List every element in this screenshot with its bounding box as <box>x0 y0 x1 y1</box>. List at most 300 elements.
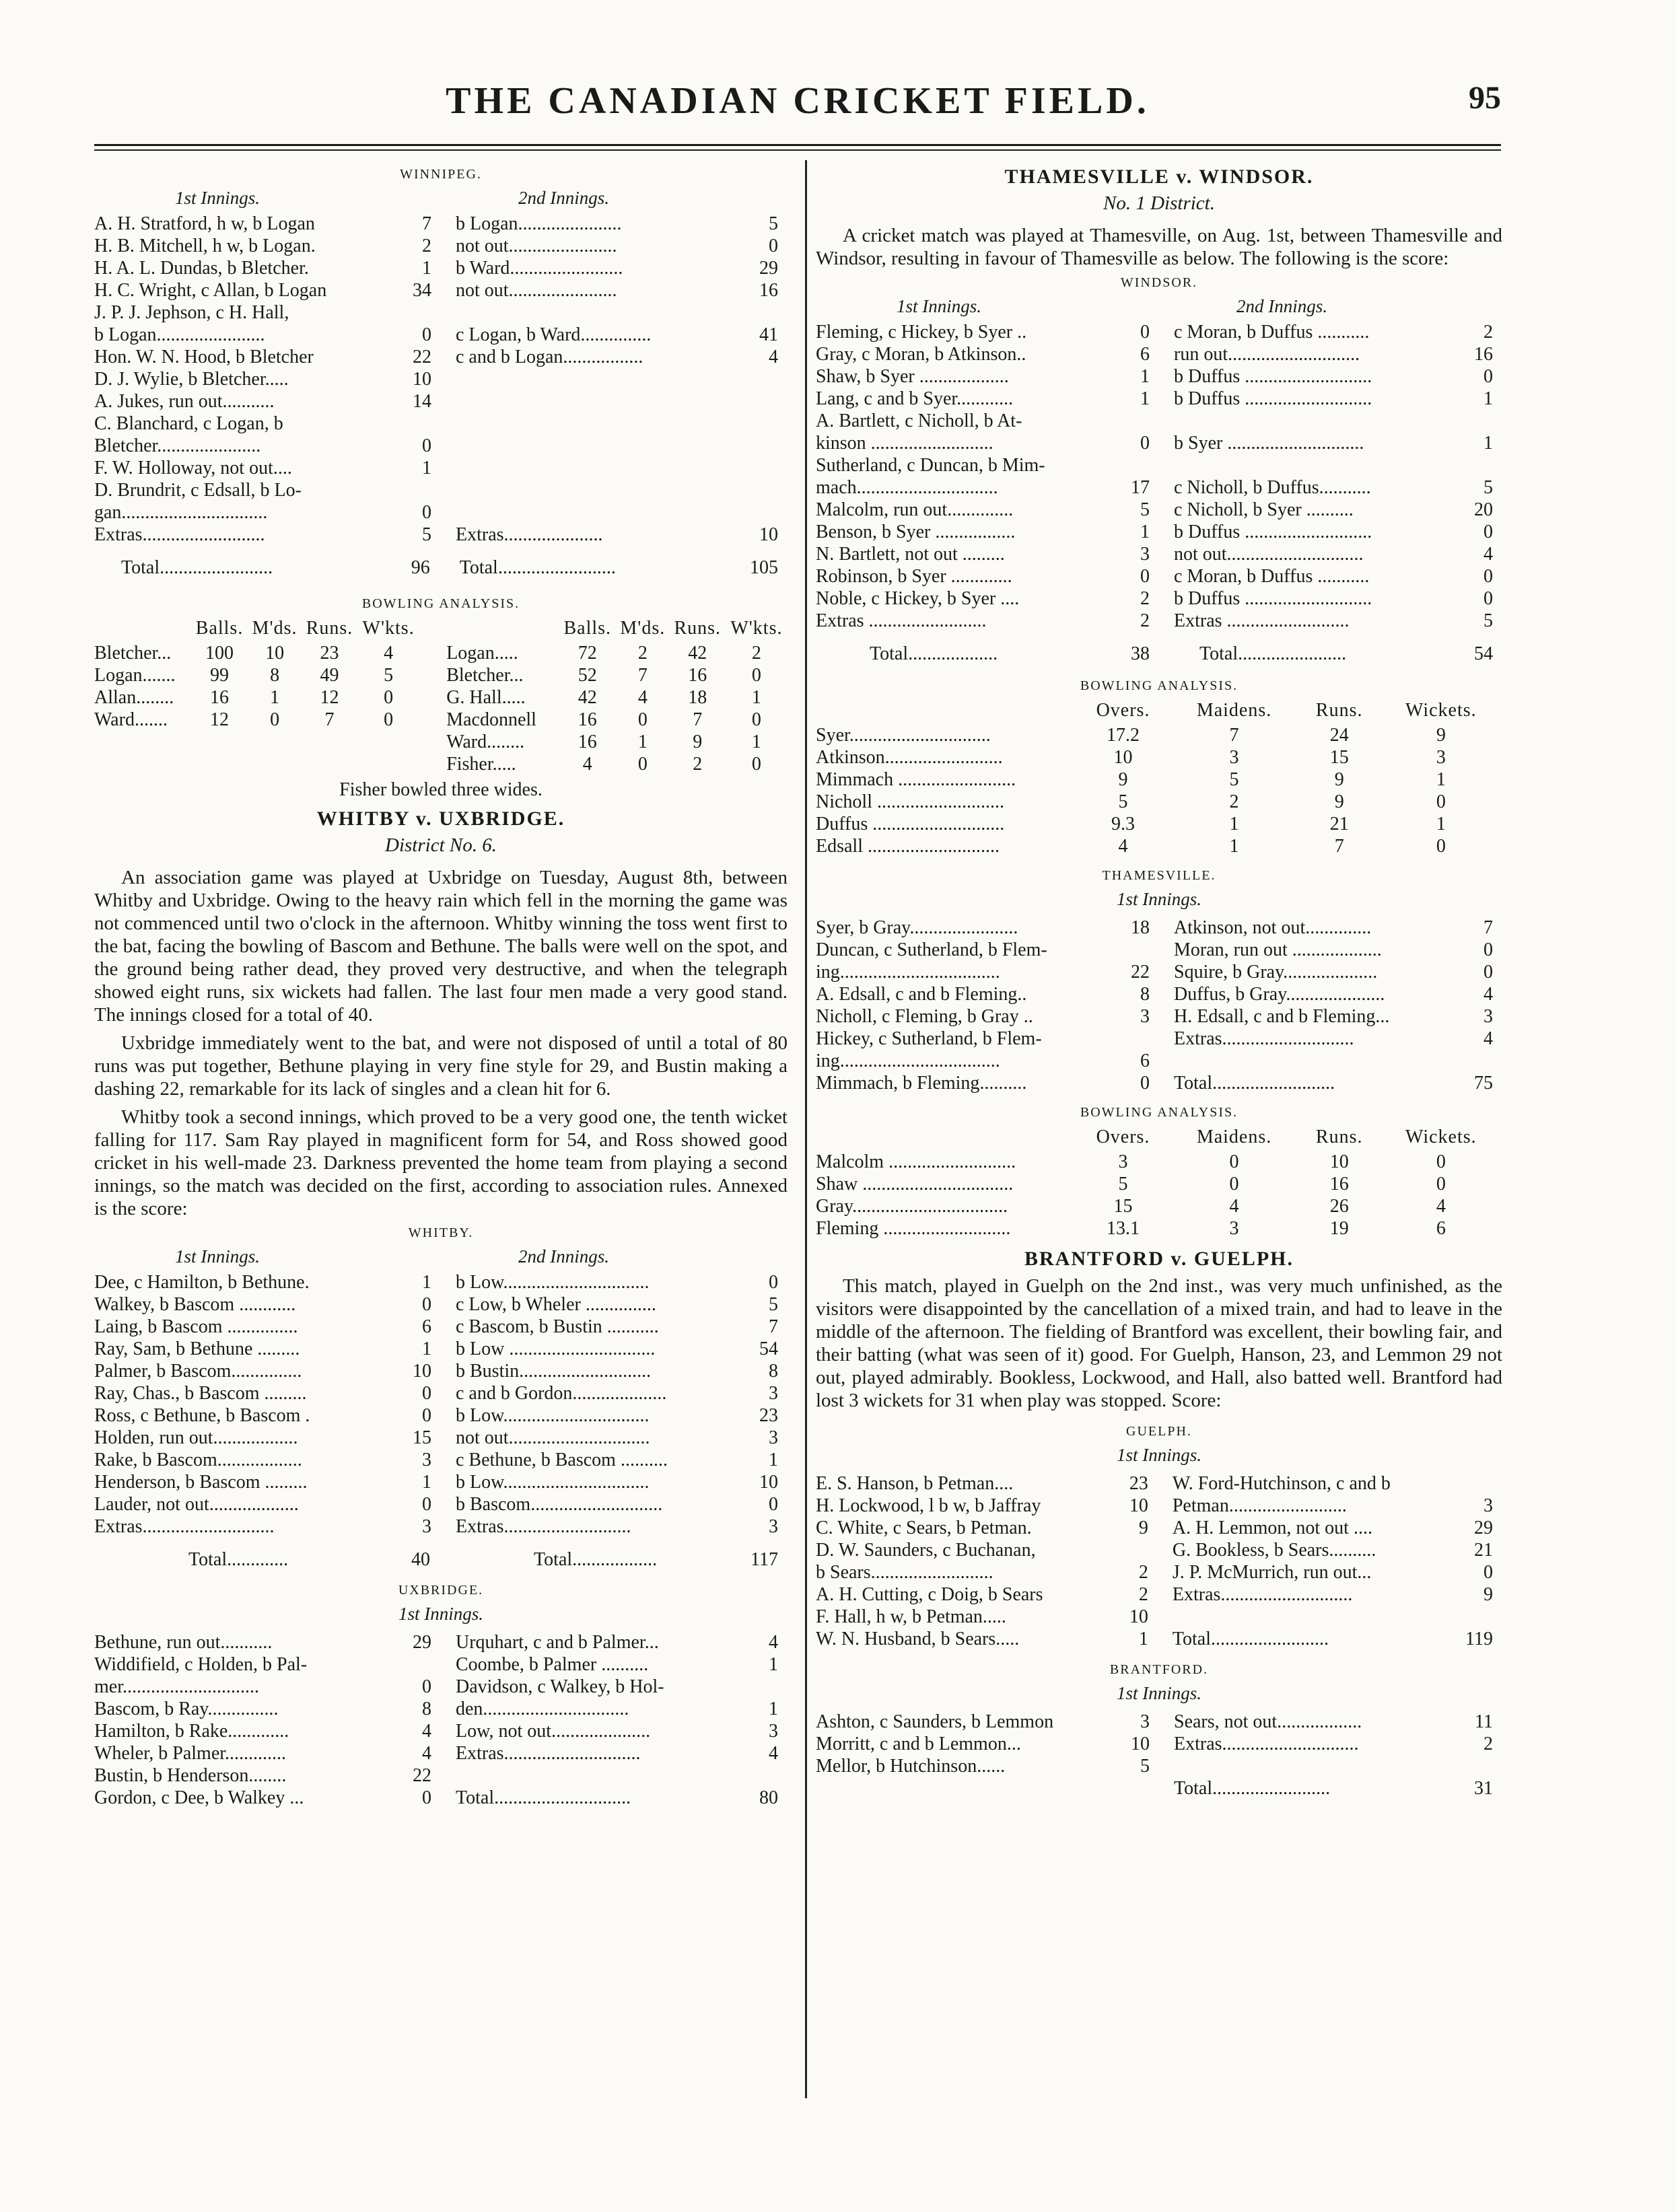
runs-value: 1 <box>422 458 431 478</box>
batsman-entry: Shaw, b Syer ................... <box>816 366 1009 387</box>
batting-row <box>94 1427 788 1449</box>
batting-row <box>94 1360 788 1382</box>
innings-heading: 1st Innings. <box>1116 889 1201 909</box>
batsman-entry: Extras............................ <box>94 1516 275 1537</box>
innings-1-heading: 1st Innings. <box>897 296 982 316</box>
bowling-row <box>816 1195 1502 1217</box>
bowling-figure: 1 <box>270 687 280 708</box>
bowling-figure: 4 <box>637 687 648 708</box>
batsman-entry: b Duffus ........................... <box>1174 522 1372 542</box>
runs-value: 8 <box>1140 984 1150 1005</box>
column-divider <box>805 160 807 2098</box>
batsman-entry: Benson, b Syer ................. <box>816 522 1016 542</box>
runs-value <box>1468 410 1502 432</box>
runs-value: 5 <box>1140 1756 1150 1777</box>
batting-row <box>94 301 788 324</box>
batting-row <box>94 390 788 413</box>
bowling-figure: 42 <box>688 643 707 664</box>
batting-row <box>816 1561 1502 1583</box>
batsman-entry: A. Bartlett, c Nicholl, b At- <box>816 411 1022 431</box>
bowling-figure: 2 <box>637 643 648 664</box>
batting-row <box>94 213 788 235</box>
district-label: District No. 6. <box>385 834 497 856</box>
bowling-figure: 9 <box>1334 769 1344 790</box>
runs-value: 2 <box>1483 322 1493 343</box>
batsman-entry: D. J. Wylie, b Bletcher..... <box>94 369 289 390</box>
runs-value: 4 <box>422 1721 431 1742</box>
runs-value <box>407 479 442 501</box>
runs-value: 3 <box>422 1516 431 1537</box>
spacer <box>419 617 559 642</box>
batting-row <box>816 543 1502 565</box>
batting-row <box>94 324 788 346</box>
batting-row <box>94 1449 788 1471</box>
batsman-entry: H. Lockwood, l b w, b Jaffray <box>816 1495 1041 1516</box>
bowling-figure: 16 <box>578 709 597 730</box>
match-title-whitby-uxbridge: WHITBY v. UXBRIDGE. <box>316 808 565 830</box>
runs-value: 1 <box>422 258 431 279</box>
batting-row <box>816 610 1502 632</box>
bowling-column-header: Maidens. <box>1196 1127 1272 1147</box>
batsman-entry: W. Ford-Hutchinson, c and b <box>1172 1473 1391 1494</box>
runs-value: 1 <box>1483 388 1493 409</box>
bowling-figure: 13.1 <box>1107 1218 1140 1239</box>
bowling-column-header: Runs. <box>306 618 353 639</box>
bowling-figure: 1 <box>1229 814 1239 834</box>
bowler-name: Fisher..... <box>446 754 516 775</box>
runs-value: 34 <box>413 280 431 301</box>
batting-row <box>94 1720 788 1742</box>
batsman-entry: Walkey, b Bascom ............ <box>94 1294 296 1315</box>
scorecard-uxbridge <box>94 1631 788 1809</box>
bowling-analysis-heading: BOWLING ANALYSIS. <box>1080 1105 1238 1120</box>
total-value: 96 <box>411 557 430 578</box>
runs-value: 3 <box>1483 1495 1493 1516</box>
runs-value: 7 <box>422 213 431 234</box>
runs-value: 0 <box>1483 566 1493 587</box>
runs-value: 0 <box>1483 962 1493 983</box>
innings-headings <box>94 1246 788 1267</box>
batting-row <box>94 457 788 479</box>
runs-value: 1 <box>1140 522 1150 542</box>
bowling-figure: 3 <box>1118 1151 1128 1172</box>
runs-value: 5 <box>1483 477 1493 498</box>
page-number: 95 <box>1469 80 1501 116</box>
bowling-figure: 5 <box>1118 791 1128 812</box>
batsman-entry: not out.............................. <box>456 1427 650 1448</box>
batting-row <box>94 1293 788 1316</box>
bowling-analysis-winnipeg <box>94 617 788 775</box>
bowling-column-header: Runs. <box>674 618 722 639</box>
bowling-figure: 1 <box>1436 814 1446 834</box>
bowling-figure: 2 <box>693 754 703 775</box>
bowling-figure: 23 <box>320 643 339 664</box>
runs-value: 14 <box>413 391 431 412</box>
runs-value: 0 <box>422 435 431 456</box>
batsman-entry: F. W. Holloway, not out.... <box>94 458 292 478</box>
batsman-entry: Henderson, b Bascom ......... <box>94 1472 308 1493</box>
batsman-entry: Hamilton, b Rake............. <box>94 1721 289 1742</box>
runs-value: 9 <box>1483 1584 1493 1605</box>
batsman-entry: Hon. W. N. Hood, b Bletcher <box>94 347 314 367</box>
runs-value <box>753 1764 788 1787</box>
runs-value: 3 <box>422 1450 431 1470</box>
batting-row <box>816 432 1502 454</box>
scorecard-whitby <box>94 1271 788 1538</box>
batsman-entry: not out............................. <box>1174 544 1364 565</box>
scorecard-thamesville <box>816 917 1502 1094</box>
total-label: Total........................ <box>121 557 273 578</box>
runs-value: 3 <box>769 1427 778 1448</box>
bowler-name: Fleming ........................... <box>816 1218 1011 1239</box>
batting-row <box>816 1628 1502 1650</box>
team-heading-whitby: WHITBY. <box>408 1225 474 1240</box>
bowling-figure: 15 <box>1329 747 1349 768</box>
runs-value: 1 <box>422 1339 431 1359</box>
runs-value: 0 <box>422 1294 431 1315</box>
batsman-entry: den............................... <box>456 1699 629 1719</box>
batsman-entry: Extras............................. <box>456 1743 641 1764</box>
bowling-figure: 99 <box>210 665 230 686</box>
batsman-entry <box>441 457 753 479</box>
batsman-entry: Duncan, c Sutherland, b Flem- <box>816 939 1047 960</box>
batsman-entry: c Low, b Wheler ............... <box>456 1294 656 1315</box>
totals-winnipeg <box>94 546 788 579</box>
runs-value: 2 <box>422 236 431 256</box>
runs-value: 1 <box>769 1654 778 1675</box>
runs-value: 1 <box>1140 388 1150 409</box>
runs-value: 29 <box>759 258 778 279</box>
runs-value: 6 <box>422 1316 431 1337</box>
batsman-entry: Malcolm, run out.............. <box>816 499 1014 520</box>
bowling-figure: 72 <box>578 643 597 664</box>
batsman-entry: Mimmach, b Fleming.......... <box>816 1073 1027 1094</box>
total-label: Total.................. <box>534 1549 658 1570</box>
bowling-column-header: Balls. <box>195 618 244 639</box>
runs-value: 3 <box>769 1516 778 1537</box>
batting-row <box>816 410 1502 432</box>
batting-row <box>94 1515 788 1538</box>
batsman-entry: c Logan, b Ward............... <box>456 324 652 345</box>
batsman-entry <box>1159 1755 1468 1777</box>
runs-value: 5 <box>1140 499 1150 520</box>
bowling-figure: 9 <box>693 732 703 752</box>
runs-value: 3 <box>1483 1006 1493 1027</box>
bowling-row <box>94 753 788 775</box>
batsman-entry: Mellor, b Hutchinson...... <box>816 1756 1006 1777</box>
batting-row <box>94 1764 788 1787</box>
innings-2-heading: 2nd Innings. <box>518 188 609 208</box>
runs-value: 0 <box>422 1787 431 1808</box>
batting-row <box>94 346 788 368</box>
runs-value: 29 <box>413 1632 431 1653</box>
bowling-figure: 42 <box>578 687 597 708</box>
batsman-entry <box>441 368 753 390</box>
bowler-name: Bletcher... <box>94 643 172 664</box>
bowling-figure: 4 <box>582 754 592 775</box>
runs-value: 0 <box>1483 522 1493 542</box>
batsman-entry: not out....................... <box>456 280 617 301</box>
batsman-entry: b Syer ............................. <box>1174 433 1364 454</box>
bowling-row <box>94 709 788 731</box>
runs-value <box>753 457 788 479</box>
bowling-figure: 0 <box>1229 1174 1239 1194</box>
bowling-figure: 10 <box>265 643 285 664</box>
batsman-entry: Extras............................. <box>1174 1734 1359 1754</box>
batting-row <box>94 1338 788 1360</box>
batsman-entry: Lang, c and b Syer............ <box>816 388 1014 409</box>
batsman-entry: Hickey, c Sutherland, b Flem- <box>816 1028 1042 1049</box>
runs-value: 0 <box>1483 588 1493 609</box>
batsman-entry: Rake, b Bascom.................. <box>94 1450 302 1470</box>
bowling-analysis-heading: BOWLING ANALYSIS. <box>361 596 520 611</box>
runs-value: 3 <box>1140 1711 1150 1732</box>
runs-value: 4 <box>769 1743 778 1764</box>
runs-value <box>753 479 788 501</box>
bowler-name: Macdonnell <box>446 709 536 730</box>
match-title-thamesville-windsor: THAMESVILLE v. WINDSOR. <box>1004 166 1314 188</box>
bowling-header-row <box>816 1126 1502 1151</box>
bowling-row <box>816 746 1502 769</box>
runs-value: 1 <box>1483 433 1493 454</box>
batsman-entry: Noble, c Hickey, b Syer .... <box>816 588 1020 609</box>
batting-row <box>816 1072 1502 1094</box>
bowling-figure: 8 <box>270 665 280 686</box>
batsman-entry: A. H. Cutting, c Doig, b Sears <box>816 1584 1043 1605</box>
runs-value: 10 <box>413 369 431 390</box>
bowling-figure <box>302 731 357 753</box>
bowling-header-row <box>816 699 1502 724</box>
batsman-entry: A. Jukes, run out........... <box>94 391 275 412</box>
bowling-column-header: M'ds. <box>620 618 666 639</box>
batsman-entry: Atkinson, not out.............. <box>1174 917 1372 938</box>
runs-value <box>1465 1606 1502 1628</box>
right-column <box>816 162 1502 1799</box>
runs-value: 3 <box>1140 1006 1150 1027</box>
bowling-figure: 10 <box>1329 1151 1349 1172</box>
batting-row <box>816 476 1502 499</box>
batsman-entry: N. Bartlett, not out ......... <box>816 544 1005 565</box>
runs-value: 11 <box>1475 1711 1493 1732</box>
bowling-figure: 1 <box>1436 769 1446 790</box>
runs-value: 8 <box>769 1361 778 1382</box>
batting-row <box>816 587 1502 610</box>
team-heading-thamesville: THAMESVILLE. <box>1102 868 1216 883</box>
runs-value: 10 <box>413 1361 431 1382</box>
bowler-name: G. Hall..... <box>446 687 526 708</box>
bowling-analysis-heading: BOWLING ANALYSIS. <box>1080 678 1238 693</box>
runs-value: 22 <box>413 347 431 367</box>
bowling-figure: 52 <box>578 665 597 686</box>
batting-row <box>816 1005 1502 1028</box>
batsman-entry: Davidson, c Walkey, b Hol- <box>456 1676 664 1697</box>
bowling-figure: 1 <box>751 732 761 752</box>
batsman-entry: Morritt, c and b Lemmon... <box>816 1734 1021 1754</box>
runs-value: 29 <box>1474 1518 1493 1538</box>
bowling-analysis-thamesville <box>816 1126 1502 1240</box>
batsman-entry <box>441 301 753 324</box>
bowler-name: Atkinson......................... <box>816 747 1003 768</box>
runs-value: 2 <box>1138 1562 1148 1583</box>
innings-2-heading: 2nd Innings. <box>1236 296 1327 316</box>
batsman-entry: Nicholl, c Fleming, b Gray .. <box>816 1006 1033 1027</box>
runs-value: 119 <box>1465 1629 1493 1649</box>
bowling-figure <box>248 731 302 753</box>
bowling-figure: 3 <box>1229 747 1239 768</box>
bowling-header-row <box>94 617 788 642</box>
batting-row <box>94 1271 788 1293</box>
runs-value: 2 <box>1140 610 1150 631</box>
total-label: Total................... <box>870 643 998 664</box>
batsman-entry <box>441 435 753 457</box>
batsman-entry: Bascom, b Ray............... <box>94 1699 279 1719</box>
bowling-figure: 9 <box>1436 725 1446 746</box>
batting-row <box>816 454 1502 476</box>
runs-value <box>753 413 788 435</box>
batsman-entry: c Nicholl, b Syer .......... <box>1174 499 1354 520</box>
district-label: No. 1 District. <box>1103 192 1215 214</box>
page-header <box>94 67 1501 141</box>
batting-row <box>94 1787 788 1809</box>
bowling-figure: 12 <box>210 709 230 730</box>
batsman-entry: G. Bookless, b Sears.......... <box>1172 1540 1376 1561</box>
bowling-column-header: Wickets. <box>1405 1127 1477 1147</box>
bowling-figure: 5 <box>1118 1174 1128 1194</box>
bowler-name: Gray................................. <box>816 1196 1008 1217</box>
batsman-entry: Syer, b Gray....................... <box>816 917 1018 938</box>
batsman-entry: Ashton, c Saunders, b Lemmon <box>816 1711 1054 1732</box>
bowling-figure: 4 <box>1229 1196 1239 1217</box>
runs-value: 9 <box>1138 1518 1148 1538</box>
bowling-figure: 0 <box>1436 836 1446 857</box>
innings-1-heading: 1st Innings. <box>175 188 260 208</box>
bowling-figure: 2 <box>751 643 761 664</box>
runs-value: 0 <box>769 236 778 256</box>
batsman-entry: Total.......................... <box>1174 1073 1335 1094</box>
bowling-figure: 4 <box>384 643 394 664</box>
innings-2-heading: 2nd Innings. <box>518 1246 609 1266</box>
batsman-entry: W. N. Husband, b Sears..... <box>816 1629 1020 1649</box>
bowling-figure: 0 <box>1229 1151 1239 1172</box>
bowling-figure: 9.3 <box>1111 814 1135 834</box>
runs-value: 7 <box>1483 917 1493 938</box>
batsman-entry: b Sears.......................... <box>816 1562 993 1583</box>
bowling-figure: 18 <box>688 687 707 708</box>
bowling-figure: 7 <box>1229 725 1239 746</box>
runs-value <box>407 413 442 435</box>
bowling-figure: 1 <box>751 687 761 708</box>
runs-value <box>1125 1777 1159 1799</box>
batsman-entry: Wheler, b Palmer............. <box>94 1743 287 1764</box>
bowling-figure: 0 <box>637 709 648 730</box>
bowling-figure: 7 <box>324 709 335 730</box>
runs-value: 17 <box>1131 477 1150 498</box>
runs-value <box>1468 1755 1502 1777</box>
batsman-entry: Extras............................ <box>1174 1028 1354 1049</box>
runs-value <box>753 390 788 413</box>
team-heading-guelph: GUELPH. <box>1126 1424 1192 1439</box>
bowling-figure: 24 <box>1329 725 1349 746</box>
runs-value: 10 <box>1129 1495 1148 1516</box>
runs-value: 16 <box>759 280 778 301</box>
bowling-column-header: Balls. <box>563 618 612 639</box>
runs-value: 0 <box>1483 939 1493 960</box>
batsman-entry: Coombe, b Palmer .......... <box>456 1654 649 1675</box>
runs-value: 1 <box>422 1272 431 1293</box>
batsman-entry: Laing, b Bascom ............... <box>94 1316 298 1337</box>
batsman-entry: C. Blanchard, c Logan, b <box>94 413 283 434</box>
runs-value: 10 <box>759 1472 778 1493</box>
bowling-figure: 100 <box>205 643 234 664</box>
batsman-entry: H. B. Mitchell, h w, b Logan. <box>94 236 316 256</box>
bowling-figure: 21 <box>1329 814 1349 834</box>
batsman-entry: Bustin, b Henderson........ <box>94 1765 287 1786</box>
runs-value <box>1465 1472 1502 1495</box>
runs-value <box>753 435 788 457</box>
bowling-figure: 6 <box>1436 1218 1446 1239</box>
batting-row <box>816 983 1502 1005</box>
batsman-entry: b Ward........................ <box>456 258 623 279</box>
runs-value: 2 <box>1483 1734 1493 1754</box>
bowling-figure: 19 <box>1329 1218 1349 1239</box>
bowling-figure: 9 <box>1118 769 1128 790</box>
bowling-figure: 26 <box>1329 1196 1349 1217</box>
bowling-figure: 17.2 <box>1107 725 1140 746</box>
bowling-figure: 5 <box>1229 769 1239 790</box>
batsman-entry: Extras..................... <box>456 524 603 545</box>
bowling-figure: 0 <box>1436 791 1446 812</box>
batsman-entry: Ray, Chas., b Bascom ......... <box>94 1383 307 1404</box>
runs-value: 4 <box>769 347 778 367</box>
bowling-row <box>816 835 1502 857</box>
batsman-entry <box>441 390 753 413</box>
batsman-entry: Petman......................... <box>1172 1495 1347 1516</box>
batsman-entry <box>441 479 753 501</box>
batsman-entry: C. White, c Sears, b Petman. <box>816 1518 1032 1538</box>
runs-value: 23 <box>1129 1473 1148 1494</box>
runs-value <box>1125 939 1159 961</box>
batsman-entry: Robinson, b Syer ............. <box>816 566 1012 587</box>
runs-value: 0 <box>1140 1073 1150 1094</box>
bowler-name: Ward........ <box>446 732 525 752</box>
runs-value: 75 <box>1474 1073 1493 1094</box>
batting-row <box>94 1316 788 1338</box>
innings-headings <box>94 188 788 209</box>
runs-value <box>753 301 788 324</box>
batsman-entry: D. Brundrit, c Edsall, b Lo- <box>94 480 302 501</box>
batsman-entry: ing.................................. <box>816 1050 1000 1071</box>
bowling-row <box>816 813 1502 835</box>
runs-value: 0 <box>422 1676 431 1697</box>
bowling-figure: 16 <box>688 665 707 686</box>
header-rule-thin <box>94 149 1501 151</box>
bowling-row <box>816 1151 1502 1173</box>
bowler-name: Syer.............................. <box>816 725 991 746</box>
batting-row <box>816 343 1502 365</box>
bowling-figure: 12 <box>320 687 339 708</box>
team-heading-uxbridge: UXBRIDGE. <box>398 1583 484 1598</box>
batsman-entry: Squire, b Gray.................... <box>1174 962 1378 983</box>
batsman-entry: gan............................... <box>94 502 268 523</box>
runs-value: 3 <box>769 1721 778 1742</box>
innings-heading: 1st Innings. <box>398 1604 483 1624</box>
batsman-entry: Gordon, c Dee, b Walkey ... <box>94 1787 304 1808</box>
runs-value: 10 <box>1129 1606 1148 1627</box>
batsman-entry: A. Edsall, c and b Fleming.. <box>816 984 1027 1005</box>
batsman-entry: Sutherland, c Duncan, b Mim- <box>816 455 1045 476</box>
runs-value: 4 <box>1483 544 1493 565</box>
batting-row <box>94 1653 788 1676</box>
